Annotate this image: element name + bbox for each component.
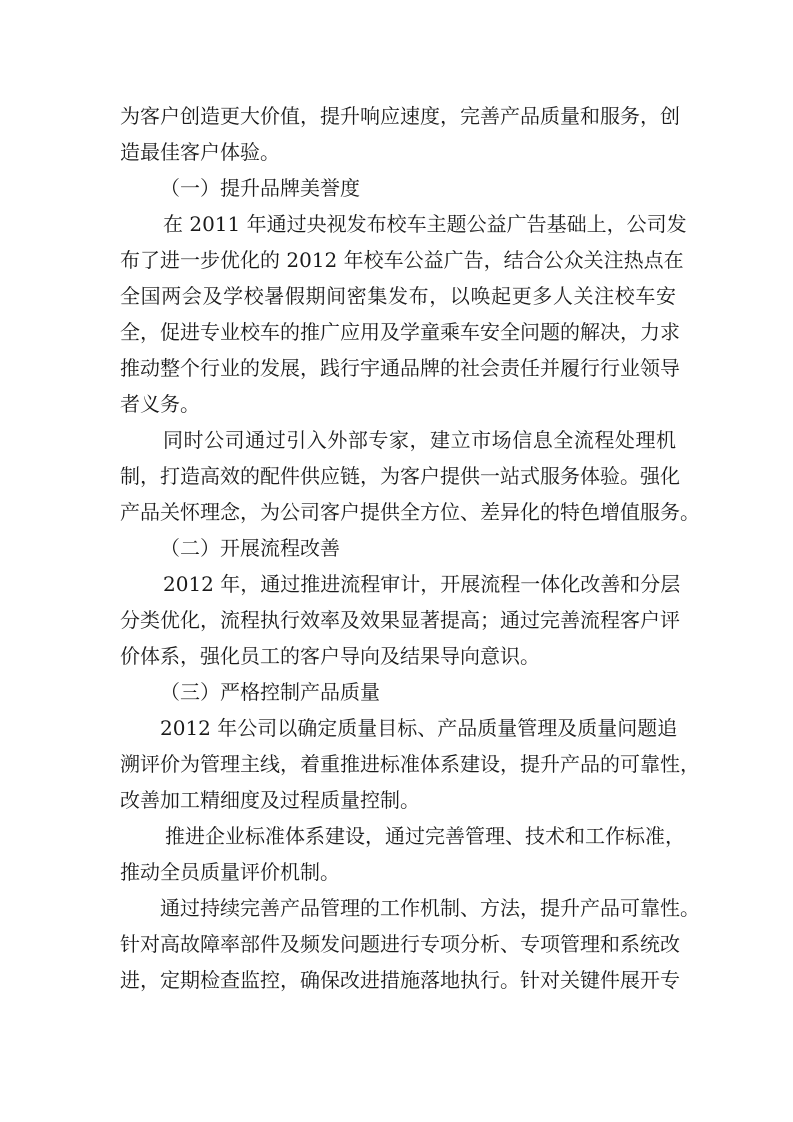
paragraph-line: 制，打造高效的配件供应链，为客户提供一站式服务体验。强化 (120, 464, 680, 488)
paragraph-line: 推动整个行业的发展，践行宇通品牌的社会责任并履行行业领导 (120, 356, 680, 380)
paragraph-line: 全，促进专业校车的推广应用及学童乘车安全问题的解决，力求 (120, 320, 680, 344)
paragraph-line: 同时公司通过引入外部专家，建立市场信息全流程处理机 (163, 428, 676, 452)
paragraph-line: 在 2011 年通过央视发布校车主题公益广告基础上，公司发 (163, 212, 687, 236)
paragraph-line: 分类优化，流程执行效率及效果显著提高；通过完善流程客户评 (120, 608, 680, 632)
paragraph-line: 产品关怀理念，为公司客户提供全方位、差异化的特色增值服务。 (120, 500, 700, 524)
section-heading: （二）开展流程改善 (160, 536, 340, 560)
paragraph-line: 针对高故障率部件及频发问题进行专项分析、专项管理和系统改 (120, 932, 680, 956)
paragraph-line: 2012 年，通过推进流程审计，开展流程一体化改善和分层 (163, 572, 681, 596)
section-heading: （一）提升品牌美誉度 (160, 176, 360, 200)
paragraph-line: 溯评价为管理主线，着重推进标准体系建设，提升产品的可靠性， (120, 752, 700, 776)
paragraph-line: 进，定期检查监控，确保改进措施落地执行。针对关键件展开专 (120, 968, 680, 992)
section-heading: （三）严格控制产品质量 (160, 680, 380, 704)
paragraph-line: 布了进一步优化的 2012 年校车公益广告，结合公众关注热点在 (120, 248, 684, 272)
paragraph-line: 推进企业标准体系建设，通过完善管理、技术和工作标准， (165, 824, 685, 848)
paragraph-line: 全国两会及学校暑假期间密集发布，以唤起更多人关注校车安 (120, 284, 676, 308)
paragraph-line: 价体系，强化员工的客户导向及结果导向意识。 (120, 644, 540, 668)
paragraph-line: 为客户创造更大价值，提升响应速度，完善产品质量和服务，创 (120, 104, 680, 128)
paragraph-line: 者义务。 (120, 392, 200, 416)
paragraph-line: 改善加工精细度及过程质量控制。 (120, 788, 420, 812)
paragraph-line: 推动全员质量评价机制。 (120, 860, 340, 884)
paragraph-line: 通过持续完善产品管理的工作机制、方法，提升产品可靠性。 (160, 896, 700, 920)
paragraph-line: 2012 年公司以确定质量目标、产品质量管理及质量问题追 (160, 716, 678, 740)
paragraph-line: 造最佳客户体验。 (120, 140, 280, 164)
